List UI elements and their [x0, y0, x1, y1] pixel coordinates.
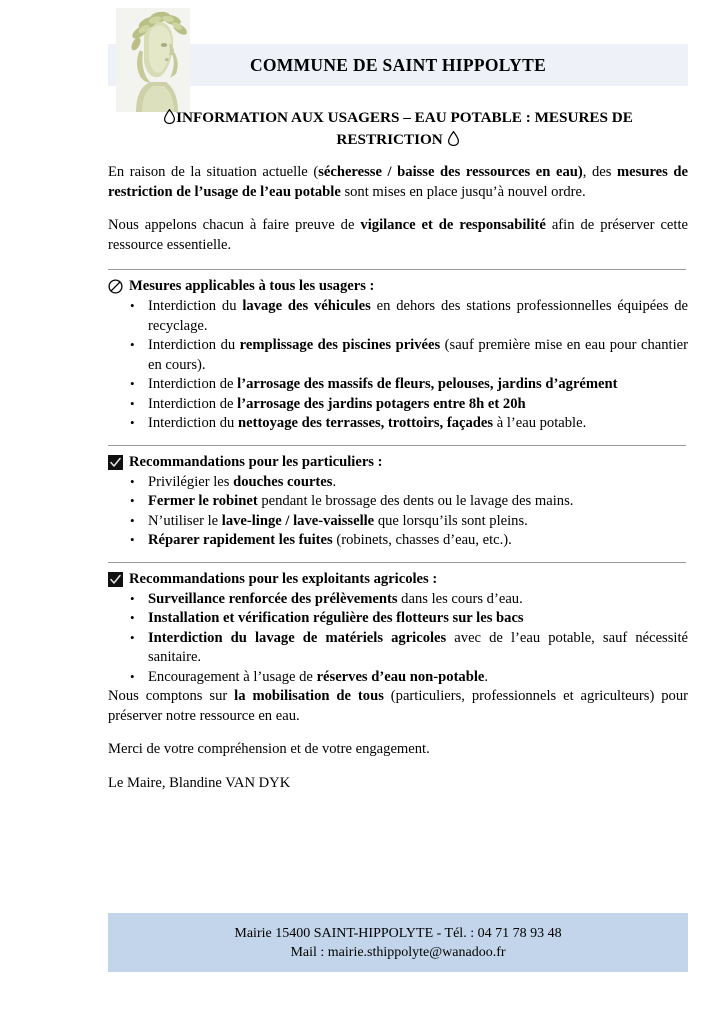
item-text-bold: l’arrosage des jardins potagers entre 8h et 20h [237, 395, 526, 412]
section-recommendations-individuals [108, 452, 688, 551]
item-text-post: en dehors des stations professionnelles équipées de recyclage. [148, 298, 688, 334]
intro-p2-bold: vigilance et de responsabilité [360, 217, 546, 233]
checkbox-checked-icon [108, 572, 123, 587]
item-text-post: (robinets, chasses d’eau, etc.). [332, 532, 512, 548]
section-heading-label: Recommandations pour les exploitants agricoles : [129, 570, 438, 587]
section-heading-label: Recommandations pour les particuliers : [129, 453, 383, 470]
section-heading [108, 569, 688, 589]
item-text-pre: Privilégier les [148, 473, 234, 490]
intro-p2-a: Nous appelons chacun à faire preuve de [108, 217, 361, 233]
water-drop-icon [448, 131, 459, 146]
list-item [146, 473, 688, 493]
section-heading [108, 276, 688, 296]
marianne-bust-logo [116, 8, 190, 112]
item-text-bold: Interdiction du lavage de matériels agricoles [148, 629, 447, 646]
intro-p1-e: sont mises en place jusqu’à nouvel ordre. [340, 183, 586, 200]
section-heading-label: Mesures applicables à tous les usagers : [129, 278, 375, 294]
intro-p1-a: En raison de la situation actuelle ( [108, 164, 319, 180]
item-text-pre: Interdiction de [148, 395, 238, 412]
intro-p1-bold-1: sécheresse / baisse des ressources en eau) [318, 164, 583, 180]
list-item [146, 414, 688, 434]
list-item [146, 629, 688, 668]
list-item [146, 512, 688, 532]
spacer [108, 434, 688, 445]
item-text-bold: Surveillance renforcée des prélèvements [148, 590, 398, 607]
prohibition-icon [108, 279, 123, 294]
item-text-bold: Fermer le robinet [148, 493, 258, 509]
section-heading [108, 452, 688, 472]
section-bullet-list [108, 297, 688, 434]
checkbox-checked-icon [108, 455, 123, 470]
item-text-bold: Réparer rapidement les fuites [148, 532, 333, 548]
list-item [146, 492, 688, 512]
item-text-bold: remplissage des piscines privées [239, 337, 441, 353]
page-title-line1: INFORMATION AUX USAGERS – EAU POTABLE : MESURES DE [176, 109, 633, 126]
section-bullet-list [108, 473, 688, 551]
list-item [146, 590, 688, 610]
section-bullet-list [108, 590, 688, 688]
closing-paragraph-2: Merci de votre compréhension et de votre engagement. [108, 741, 430, 757]
item-text-bold: Installation et vérification régulière des flotteurs sur les bacs [148, 610, 524, 626]
spacer [108, 551, 688, 562]
item-text-pre: Interdiction du [148, 337, 240, 353]
list-item [146, 297, 688, 336]
intro-p1-c: , des [582, 164, 618, 180]
section-divider [108, 445, 686, 446]
commune-title: COMMUNE DE SAINT HIPPOLYTE [249, 54, 547, 75]
intro-paragraph-2 [108, 216, 688, 255]
section-recommendations-farmers [108, 569, 688, 688]
closing-p1-c: (particuliers, professionnels et agriculteurs) pour préserver notre ressource en eau. [108, 688, 688, 724]
item-text-pre: Interdiction du [148, 298, 243, 314]
item-text-bold: nettoyage des terrasses, trottoirs, façades [237, 415, 494, 431]
item-text-pre: Interdiction de [148, 376, 238, 392]
item-text-post: pendant le brossage des dents ou le lavage des mains. [257, 493, 574, 509]
closing-p1-a: Nous comptons sur [108, 688, 235, 704]
list-item [146, 609, 688, 629]
page-title-line2: RESTRICTION [336, 131, 443, 148]
intro-p1-bold-2: mesures de restriction de l’usage de l’eau potable [108, 164, 688, 200]
item-text-post: que lorsqu’ils sont pleins. [374, 512, 528, 529]
section-divider [108, 269, 686, 270]
section-divider [108, 562, 686, 563]
item-text-post: . [332, 473, 337, 490]
item-text-post: dans les cours d’eau. [397, 590, 523, 607]
item-text-bold: lave-linge / lave-vaisselle [221, 512, 375, 529]
list-item [146, 395, 688, 415]
section-measures-all-users [108, 276, 688, 434]
list-item [146, 668, 688, 688]
intro-paragraph-1 [108, 163, 688, 202]
closing-paragraph-1 [108, 687, 688, 726]
item-text-pre: N’utiliser le [148, 512, 222, 529]
document-body [108, 163, 688, 807]
signature-line: Le Maire, Blandine VAN DYK [108, 774, 291, 791]
intro-p2-c: afin de préserver cette ressource essentielle. [108, 217, 688, 253]
item-text-post: à l’eau potable. [493, 415, 587, 431]
water-drop-icon [164, 109, 175, 124]
item-text-pre: Interdiction du [148, 415, 238, 431]
footer-banner [108, 913, 688, 972]
item-text-bold: douches courtes [233, 473, 333, 490]
item-text-bold: l’arrosage des massifs de fleurs, pelouses, jardins d’agrément [237, 376, 618, 392]
item-text-pre: Encouragement à l’usage de [148, 668, 317, 685]
item-text-bold: réserves d’eau non-potable [316, 668, 485, 685]
closing-p1-bold: la mobilisation de tous [234, 688, 384, 704]
item-text-post: avec de l’eau potable, sauf nécessité sanitaire. [148, 629, 688, 665]
page-title [108, 107, 688, 151]
list-item [146, 336, 688, 375]
footer-address-line: Mairie 15400 SAINT-HIPPOLYTE - Tél. : 04 71 78 93 48 [234, 925, 562, 941]
list-item [146, 375, 688, 395]
item-text-post: . [484, 668, 489, 685]
footer-email-line: Mail : mairie.sthippolyte@wanadoo.fr [290, 944, 506, 960]
item-text-bold: lavage des véhicules [242, 298, 371, 314]
item-text-post: (sauf première mise en eau pour chantier en cours). [148, 337, 688, 373]
list-item [146, 531, 688, 551]
